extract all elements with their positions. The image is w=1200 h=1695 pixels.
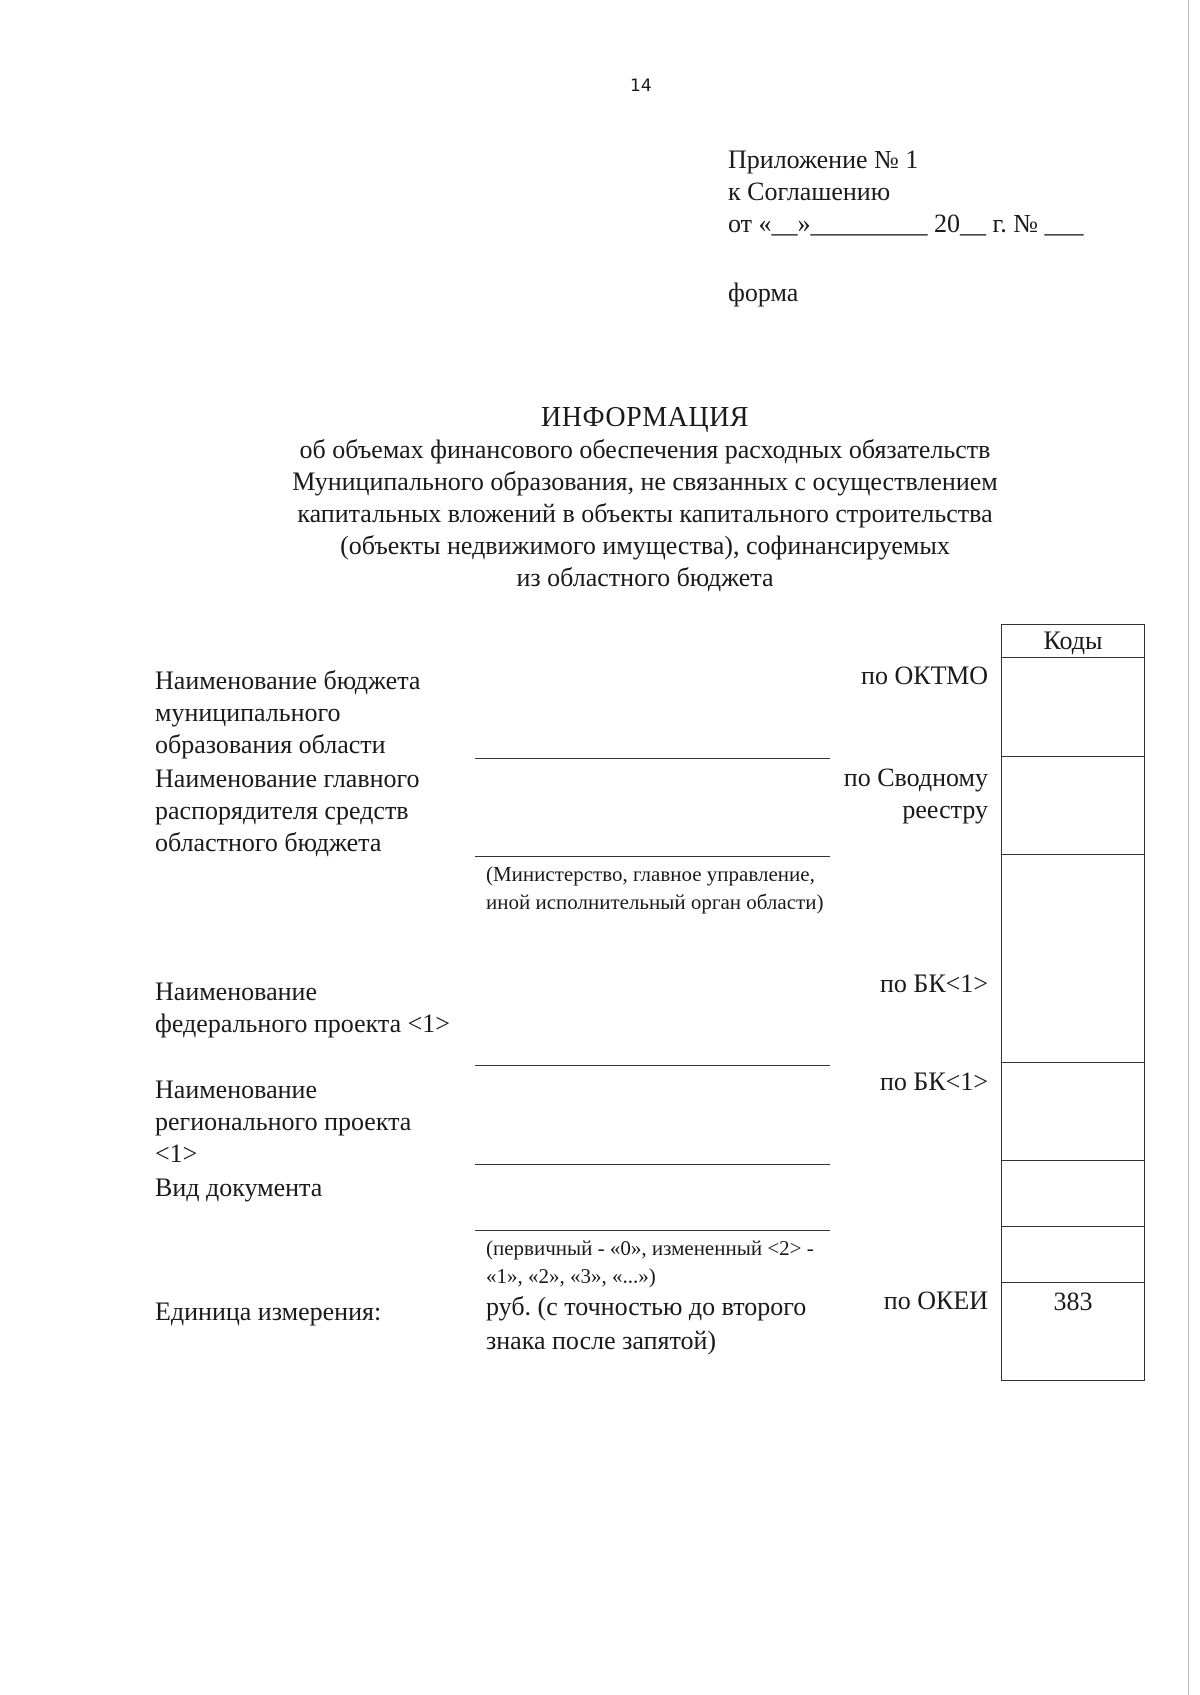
oktmo-code-label: по ОКТМО [861, 661, 988, 690]
budget-name-field[interactable] [475, 758, 830, 759]
federal-bk-code-label: по БК<1> [879, 969, 988, 998]
appendix-date-number: от «__»_________ 20__ г. № ___ [728, 209, 1084, 238]
title-line-2: Муниципального образования, не связанных с осуществлением [292, 467, 998, 496]
codes-separator [1002, 854, 1144, 855]
budget-name-label: Наименование бюджета муниципального образования области [155, 666, 421, 759]
codes-separator [1002, 1282, 1144, 1283]
codes-separator [1002, 1160, 1144, 1161]
regional-bk-code-label: по БК<1> [879, 1067, 988, 1096]
document-type-label: Вид документа [155, 1173, 323, 1202]
unit-value: руб. (с точностью до второго знака после запятой) [486, 1292, 807, 1355]
distributor-name-label: Наименование главного распорядителя средств областного бюджета [155, 764, 420, 857]
okei-code-label: по ОКЕИ [883, 1286, 988, 1315]
codes-separator [1002, 1226, 1144, 1227]
page-number: 14 [630, 76, 652, 96]
document-title [180, 402, 1110, 594]
title-line-5: из областного бюджета [516, 563, 774, 592]
appendix-agreement: к Соглашению [728, 177, 891, 206]
codes-separator [1002, 1062, 1144, 1063]
document-type-field[interactable] [475, 1230, 830, 1231]
regional-project-field[interactable] [475, 1164, 830, 1165]
codes-separator [1002, 756, 1144, 757]
appendix-block [728, 144, 1084, 240]
appendix-number: Приложение № 1 [728, 145, 919, 174]
regional-project-label: Наименование регионального проекта <1> [155, 1075, 412, 1168]
unit-label: Единица измерения: [155, 1297, 382, 1326]
federal-project-label: Наименование федерального проекта <1> [155, 977, 450, 1038]
form-label: форма [728, 278, 799, 307]
title-line-4: (объекты недвижимого имущества), софинансируемых [340, 531, 950, 560]
title-heading: ИНФОРМАЦИЯ [541, 402, 749, 433]
codes-header: Коды [1002, 625, 1144, 658]
document-type-note: (первичный - «0», измененный <2> - «1», «2», «3», «...») [486, 1236, 814, 1288]
title-line-3: капитальных вложений в объекты капитального строительства [297, 499, 993, 528]
federal-project-field[interactable] [475, 1065, 830, 1066]
page-edge-line [1188, 0, 1189, 1695]
okei-code-value: 383 [1053, 1287, 1093, 1316]
title-line-1: об объемах финансового обеспечения расходных обязательств [299, 435, 991, 464]
distributor-name-field[interactable] [475, 856, 830, 857]
distributor-note: (Министерство, главное управление, иной исполнительный орган области) [486, 862, 824, 914]
codes-table [1001, 624, 1145, 1381]
summary-registry-code-label: по Сводному реестру [843, 763, 988, 824]
